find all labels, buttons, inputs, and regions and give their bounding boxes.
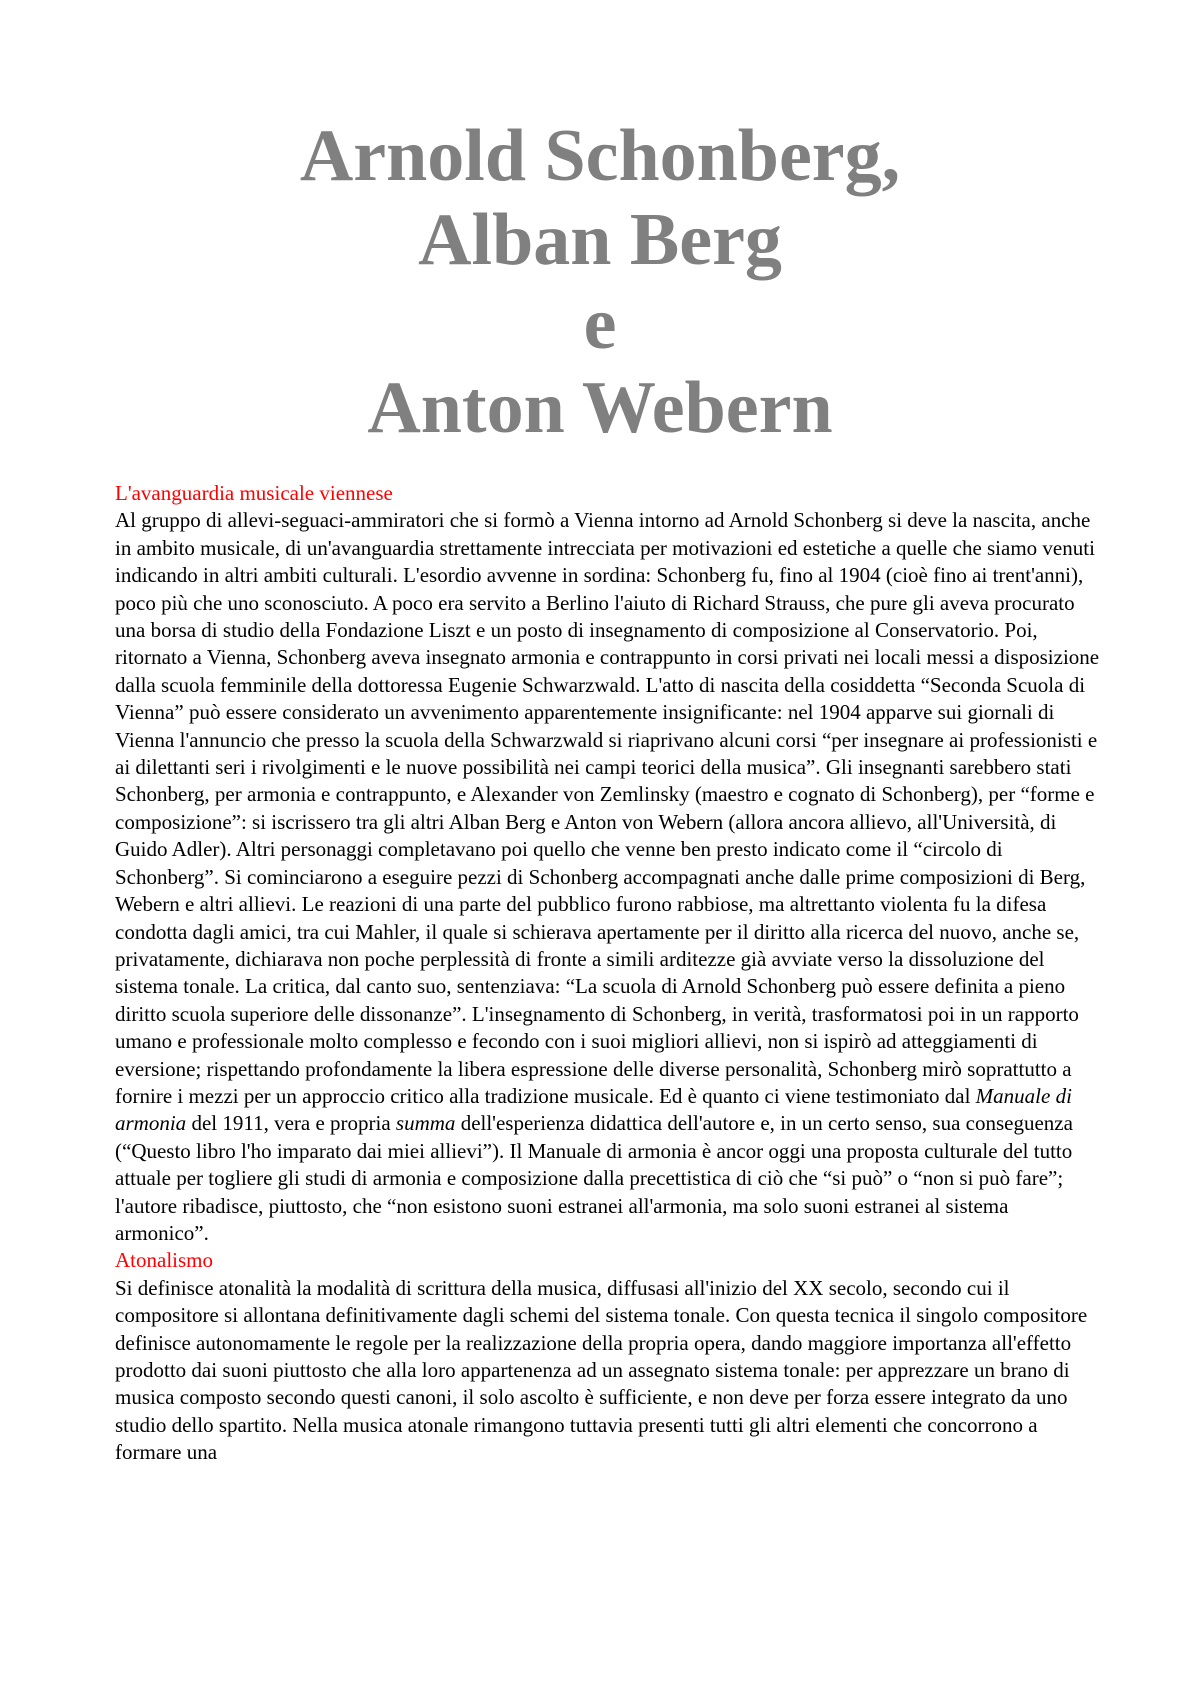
paragraph-atonalismo: Si definisce atonalità la modalità di scrittura della musica, diffusasi all'inizio del XX secolo, secondo cui il compositore si allontana definitivamente dagli schemi del sistema tonale. Con questa tecnica il singolo compositore definisce autonomamente le regole per la realizzazione della propria opera, dando maggiore importanza all'effetto prodotto dai suoni piuttosto che alla loro appartenenza ad un assegnato sistema tonale: per apprezzare un brano di musica composto secondo questi canoni, il solo ascolto è sufficiente, e non deve per forza essere integrato da uno studio dello spartito. Nella musica atonale rimangono tuttavia presenti tutti gli altri elementi che concorrono a formare una: [115, 1275, 1088, 1465]
paragraph-text: Al gruppo di allevi-seguaci-ammiratori che si formò a Vienna intorno ad Arnold Schonberg si deve la nascita, anche in ambito musicale, di un'avanguardia strettamente intrecciata per motivazioni ed estetiche a quelle che siamo venuti indicando in altri ambiti culturali. L'esordio avvenne in sordina: Schonberg fu, fino al 1904 (cioè fino ai trent'anni), poco più che uno sconosciuto. A poco era servito a Berlino l'aiuto di Richard Strauss, che pure gli aveva procurato una borsa di studio della Fondazione Liszt e un posto di insegnamento di composizione al Conservatorio. Poi, ritornato a Vienna, Schonberg aveva insegnato armonia e contrappunto in corsi privati nei locali messi a disposizione dalla scuola femminile della dottoressa Eugenie Schwarzwald. L'atto di nascita della cosiddetta “Seconda Scuola di Vienna” può essere considerato un avvenimento apparentemente insignificante: nel 1904 apparve sui giornali di Vienna l'annuncio che presso la scuola della Schwarzwald si riaprivano alcuni corsi “per insegnare ai professionisti e ai dilettanti seri i rivolgimenti e le nuove possibilità nei campi teorici della musica”. Gli insegnanti sarebbero stati Schonberg, per armonia e contrappunto, e Alexander von Zemlinsky (maestro e cognato di Schonberg), per “forme e composizione”: si iscrissero tra gli altri Alban Berg e Anton von Webern (allora ancora allievo, all'Università, di Guido Adler). Altri personaggi completavano poi quello che venne ben presto indicato come il “circolo di Schonberg”. Si cominciarono a eseguire pezzi di Schonberg accompagnati anche dalle prime composizioni di Berg, Webern e altri allievi. Le reazioni di una parte del pubblico furono rabbiose, ma altrettanto violenta fu la difesa condotta dagli amici, tra cui Mahler, il quale si schierava apertamente per il diritto alla ricerca del nuovo, anche se, privatamente, dichiarava non poche perplessità di fronte a simili arditezze già avviate verso la dissoluzione del sistema tonale. La critica, dal canto suo, sentenziava: “La scuola di Arnold Schonberg può essere definita a pieno diritto scuola superiore delle dissonanze”. L'insegnamento di Schonberg, in verità, trasformatosi poi in un rapporto umano e professionale molto complesso e fecondo con i suoi migliori allievi, non si ispirò ad atteggiamenti di eversione; rispettando profondamente la libera espressione delle diverse personalità, Schonberg mirò soprattutto a fornire i mezzi per un approccio critico alla tradizione musicale. Ed è quanto ci viene testimoniato dal: [115, 508, 1100, 1108]
document-body: [115, 480, 1100, 1467]
title-line-1: Arnold Schonberg,: [299, 115, 901, 197]
italic-title-manuale: Manuale di armonia: [115, 1083, 1072, 1136]
title-line-2: Alban Berg: [418, 199, 782, 281]
section-heading-atonalismo: Atonalismo: [115, 1248, 213, 1273]
title-line-3: e: [583, 283, 617, 365]
paragraph-avanguardia: [115, 507, 1100, 1247]
section-heading-avanguardia: L'avanguardia musicale viennese: [115, 481, 393, 505]
paragraph-text: del 1911, vera e propria: [186, 1111, 396, 1136]
page-title: [0, 114, 1200, 450]
paragraph-text: dell'esperienza didattica dell'autore e, in un certo senso, sua conseguenza (“Questo libro l'ho imparato dai miei allievi”). Il Manuale di armonia è ancor oggi una proposta culturale del tutto attuale per togliere gli studi di armonia e composizione dalla precettistica di ciò che “si può” o “non si può fare”; l'autore ribadisce, piuttosto, che “non esistono suoni estranei all'armonia, ma solo suoni estranei al sistema armonico”.: [115, 1111, 1073, 1245]
italic-term-summa: summa: [395, 1111, 456, 1136]
title-line-4: Anton Webern: [367, 367, 833, 449]
